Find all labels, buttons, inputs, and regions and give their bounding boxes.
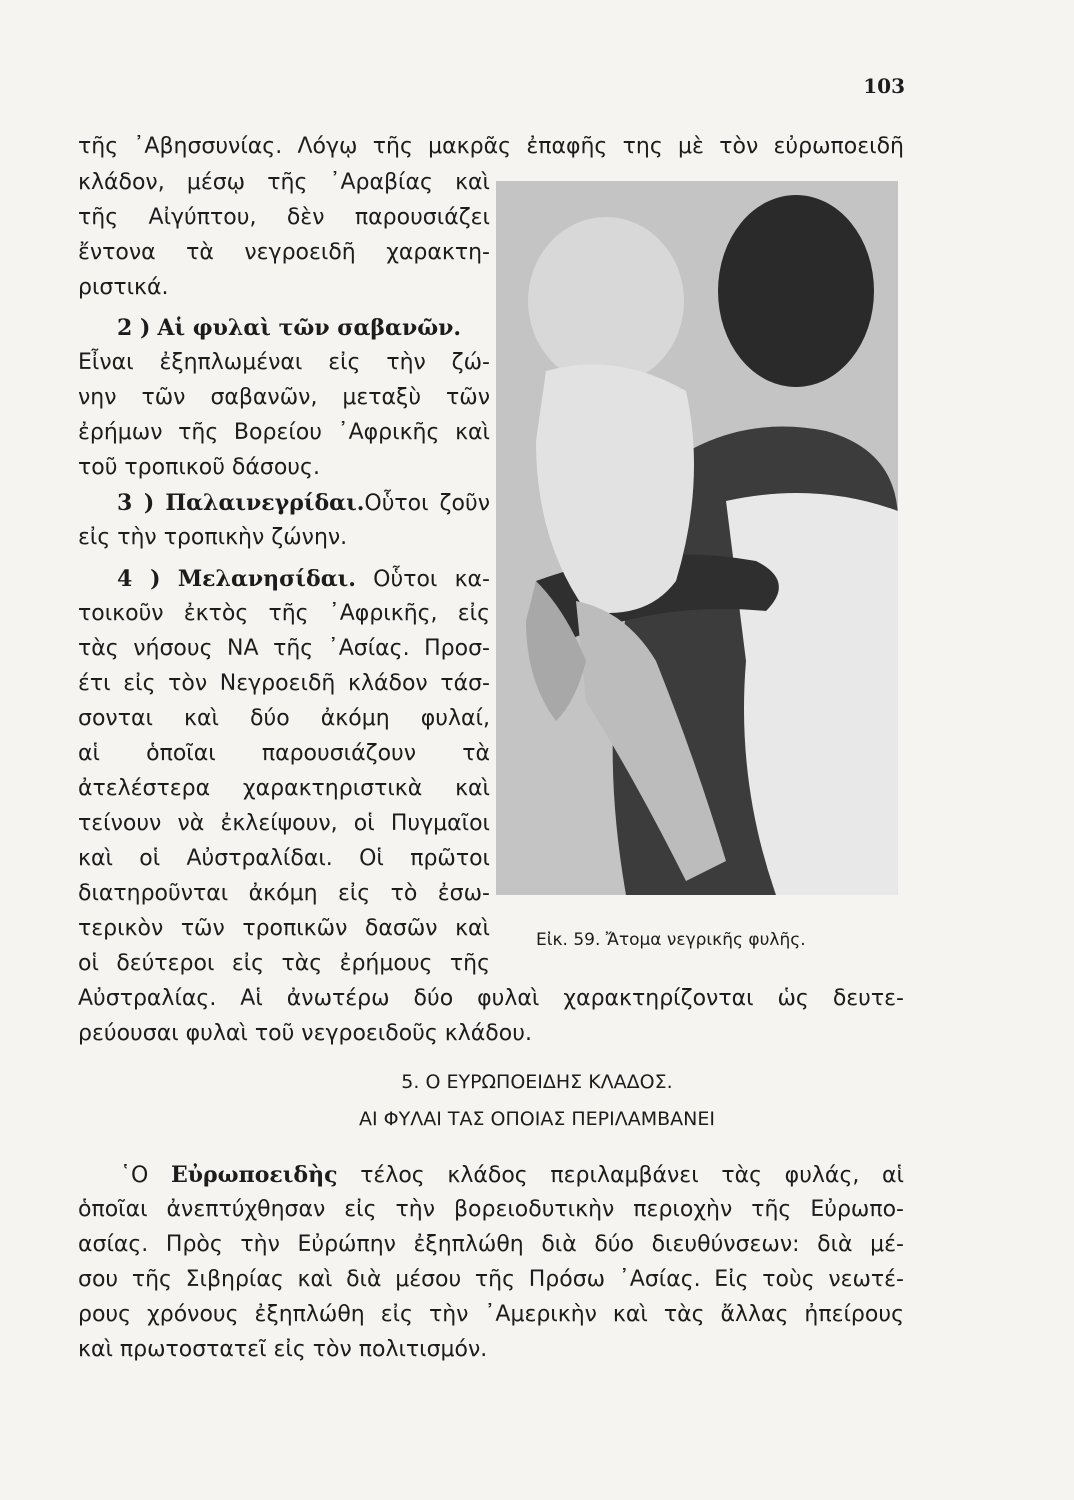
section-text: τέλος κλάδος περιλαμβάνει τὰς φυλάς, αἱ xyxy=(360,1163,904,1188)
item-4-number: 4 ) xyxy=(117,566,161,592)
text-line: αἱ ὁποῖαι παρουσιάζουν τὰ xyxy=(78,741,490,766)
text-line: καὶ πρωτοστατεῖ εἰς τὸν πολιτισμόν. xyxy=(78,1337,488,1362)
figure-caption: Εἰκ. 59. Ἄτομα νεγρικῆς φυλῆς. xyxy=(536,930,806,950)
text-line: ἔντονα τὰ νεγροειδῆ χαρακτη- xyxy=(78,240,490,265)
text-line: εἰς τὴν τροπικὴν ζώνην. xyxy=(78,525,348,550)
text-line: σονται καὶ δύο ἀκόμη φυλαί, xyxy=(78,706,490,731)
item-2-number: 2 ) xyxy=(117,315,151,341)
figure-photo xyxy=(496,181,898,895)
text-line: ρεύουσαι φυλαὶ τοῦ νεγροειδοῦς κλάδου. xyxy=(78,1021,532,1046)
text-line: ασίας. Πρὸς τὴν Εὐρώπην ἐξηπλώθη διὰ δύο διευθύνσεων: διὰ μέ- xyxy=(78,1232,904,1257)
item-4-title: Μελανησίδαι. xyxy=(177,566,356,592)
item-3-text: Οὗτοι ζοῦν xyxy=(364,491,490,516)
text-line: ἀτελέστερα χαρακτηριστικὰ καὶ xyxy=(78,776,490,801)
text-line: έτι εἰς τὸν Νεγροειδῆ κλάδον τάσ- xyxy=(78,671,490,696)
section-paragraph-first-line xyxy=(120,1158,904,1192)
item-4-heading xyxy=(117,562,490,596)
text-line: οἱ δεύτεροι εἰς τὰς ἐρήμους τῆς xyxy=(78,951,490,976)
section-bold-term: Εὐρωποειδὴς xyxy=(171,1162,338,1188)
text-line: Εἶναι ἐξηπλωμέναι εἰς τὴν ζώ- xyxy=(78,350,490,375)
text-line: καὶ οἱ Αὐστραλίδαι. Οἱ πρῶτοι xyxy=(78,846,490,871)
text-line: τείνουν νὰ ἐκλείψουν, οἱ Πυγμαῖοι xyxy=(78,811,490,836)
text-line: νην τῶν σαβανῶν, μεταξὺ τῶν xyxy=(78,385,490,410)
section-heading: 5. Ο ΕΥΡΩΠΟΕΙΔΗΣ ΚΛΑΔΟΣ. xyxy=(401,1071,673,1093)
woman-head xyxy=(718,195,874,387)
page-number: 103 xyxy=(863,74,905,98)
item-2-heading xyxy=(117,311,497,345)
text-line: τῆς ᾿Αβησσυνίας. Λόγῳ τῆς μακρᾶς ἐπαφῆς της μὲ τὸν εὐρωποειδῆ xyxy=(78,134,904,159)
text-line: σου τῆς Σιβηρίας καὶ διὰ μέσου τῆς Πρόσω ᾿Ασίας. Εἰς τοὺς νεωτέ- xyxy=(78,1267,904,1292)
text-line: τερικὸν τῶν τροπικῶν δασῶν καὶ xyxy=(78,916,490,941)
text-line: κλάδον, μέσῳ τῆς ᾿Αραβίας καὶ xyxy=(78,170,490,195)
item-3-number: 3 ) xyxy=(117,490,155,516)
text-line: ἐρήμων τῆς Βορείου ᾿Αφρικῆς καὶ xyxy=(78,420,490,445)
text-line: τὰς νήσους ΝΑ τῆς ᾿Ασίας. Προσ- xyxy=(78,636,490,661)
item-2-title: Αἱ φυλαὶ τῶν σαβανῶν. xyxy=(157,315,462,341)
item-3-heading xyxy=(117,486,490,520)
section-subheading: ΑΙ ΦΥΛΑΙ ΤΑΣ ΟΠΟΙΑΣ ΠΕΡΙΛΑΜΒΑΝΕΙ xyxy=(359,1108,715,1130)
child-head xyxy=(528,217,684,385)
text-line: διατηροῦνται ἀκόμη εἰς τὸ ἐσω- xyxy=(78,881,490,906)
text-line: ὁποῖαι ἀνεπτύχθησαν εἰς τὴν βορειοδυτικὴν περιοχὴν τῆς Εὐρωπο- xyxy=(78,1197,904,1222)
text-line: ριστικά. xyxy=(78,275,169,300)
text-line: Αὐστραλίας. Αἱ ἀνωτέρω δύο φυλαὶ χαρακτηρίζονται ὡς δευτε- xyxy=(78,986,904,1011)
item-3-title: Παλαινεγρίδαι. xyxy=(165,490,365,516)
text-line: ρους χρόνους ἐξηπλώθη εἰς τὴν ᾿Αμερικὴν καὶ τὰς ἄλλας ἠπείρους xyxy=(78,1302,904,1327)
item-4-text: Οὗτοι κα- xyxy=(373,567,490,592)
section-text: ῾Ο xyxy=(120,1163,149,1188)
text-line: τῆς Αἰγύπτου, δὲν παρουσιάζει xyxy=(78,205,490,230)
text-line: τοικοῦν ἐκτὸς τῆς ᾿Αφρικῆς, εἰς xyxy=(78,601,490,626)
text-line: τοῦ τροπικοῦ δάσους. xyxy=(78,455,320,480)
